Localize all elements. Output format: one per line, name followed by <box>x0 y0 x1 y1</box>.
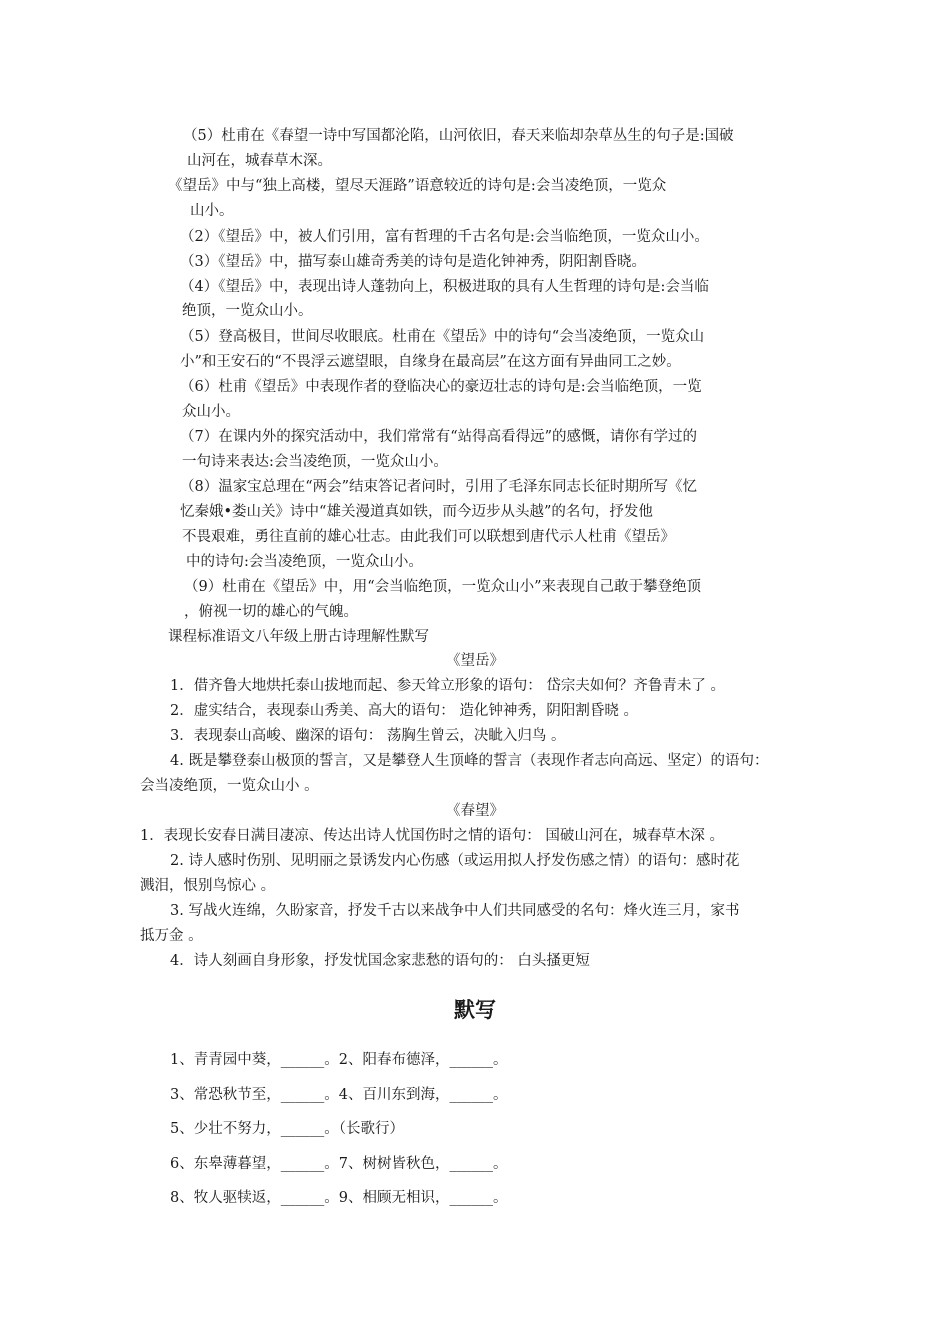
text-line: 3. 写战火连绵，久盼家音，抒发千古以来战争中人们共同感受的名句：烽火连三月，家书 <box>170 903 740 919</box>
text-line: 不畏艰难，勇往直前的雄心壮志。由此我们可以联想到唐代示人杜甫《望岳》 <box>182 529 675 545</box>
poem-title: 《春望》 <box>446 803 504 819</box>
text-line: 2. 诗人感时伤别、见明丽之景诱发内心伤感（或运用拟人抒发伤感之情）的语句：感时花 <box>170 853 740 869</box>
text-line: 忆秦娥•娄山关》诗中“雄关漫道真如铁，而今迈步从头越”的名句，抒发他 <box>180 504 653 520</box>
text-line: （8）温家宝总理在“两会”结束答记者问时，引用了毛泽东同志长征时期所写《忆 <box>180 479 698 495</box>
text-line: 小”和王安石的“不畏浮云遮望眼，自缘身在最高层”在这方面有异曲同工之妙。 <box>180 354 681 370</box>
exercise-line: 5、少壮不努力，______。（长歌行） <box>170 1121 404 1137</box>
exercise-line: 1、青青园中葵，______。2、阳春布德泽，______。 <box>170 1052 508 1068</box>
poem-title: 《望岳》 <box>446 653 504 669</box>
text-line: （6）杜甫《望岳》中表现作者的登临决心的豪迈壮志的诗句是:会当临绝顶，一览 <box>180 379 702 395</box>
text-line: 中的诗句:会当凌绝顶，一览众山小。 <box>186 554 423 570</box>
text-line: 山河在，城春草木深。 <box>187 153 332 169</box>
text-line: 4. 既是攀登泰山极顶的誓言，又是攀登人生顶峰的誓言（表现作者志向高远、坚定）的语句： <box>170 753 769 769</box>
text-line: 《望岳》中与“独上高楼，望尽天涯路”语意较近的诗句是:会当凌绝顶，一览众 <box>168 178 667 194</box>
exercise-line: 8、牧人驱犊返，______。9、相顾无相识，______。 <box>170 1190 508 1206</box>
text-line: （3）《望岳》中，描写泰山雄奇秀美的诗句是造化钟神秀，阴阳割昏晓。 <box>180 254 646 270</box>
text-line: 1．表现长安春日满目凄凉、传达出诗人忧国伤时之情的语句： 国破山河在，城春草木深 。 <box>140 828 724 844</box>
text-line: 2．虚实结合，表现泰山秀美、高大的语句： 造化钟神秀，阴阳割昏晓 。 <box>170 703 638 719</box>
text-line: 4．诗人刻画自身形象，抒发忧国念家悲愁的语句的： 白头搔更短 <box>170 953 590 969</box>
exercise-line: 6、东皋薄暮望，______。7、树树皆秋色，______。 <box>170 1156 508 1172</box>
text-line: （2）《望岳》中，被人们引用，富有哲理的千古名句是:会当临绝顶，一览众山小。 <box>180 229 709 245</box>
exercise-line: 3、常恐秋节至，______。4、百川东到海，______。 <box>170 1087 508 1103</box>
text-line: （5）登高极目，世间尽收眼底。杜甫在《望岳》中的诗句“会当凌绝顶，一览众山 <box>180 329 705 345</box>
text-line: （5）杜甫在《春望一诗中写国都沦陷，山河依旧，春天来临却杂草丛生的句子是:国破 <box>183 128 734 144</box>
text-line: ，俯视一切的雄心的气魄。 <box>184 604 358 620</box>
text-line: 1．借齐鲁大地烘托泰山拔地而起、参天耸立形象的语句： 岱宗夫如何？齐鲁青未了 。 <box>170 678 725 694</box>
section-title: 课程标准语文八年级上册古诗理解性默写 <box>168 629 429 645</box>
text-line: （7）在课内外的探究活动中，我们常常有“站得高看得远”的感慨，请你有学过的 <box>180 429 698 445</box>
text-line: 3．表现泰山高峻、幽深的语句： 荡胸生曾云，决眦入归鸟 。 <box>170 728 566 744</box>
text-line: 绝顶，一览众山小。 <box>182 303 313 319</box>
text-line: 一句诗来表达:会当凌绝顶，一览众山小。 <box>182 454 448 470</box>
text-line: 山小。 <box>190 203 234 219</box>
text-line: 溅泪，恨别鸟惊心 。 <box>140 878 276 894</box>
text-line: （9）杜甫在《望岳》中，用“会当临绝顶，一览众山小”来表现自己敢于攀登绝顶 <box>184 579 702 595</box>
text-line: （4）《望岳》中，表现出诗人蓬勃向上，积极进取的具有人生哲理的诗句是:会当临 <box>180 279 709 295</box>
text-line: 抵万金 。 <box>140 928 203 944</box>
text-line: 众山小。 <box>182 404 240 420</box>
page-heading: 默写 <box>454 998 496 1022</box>
text-line: 会当凌绝顶，一览众山小 。 <box>140 778 319 794</box>
